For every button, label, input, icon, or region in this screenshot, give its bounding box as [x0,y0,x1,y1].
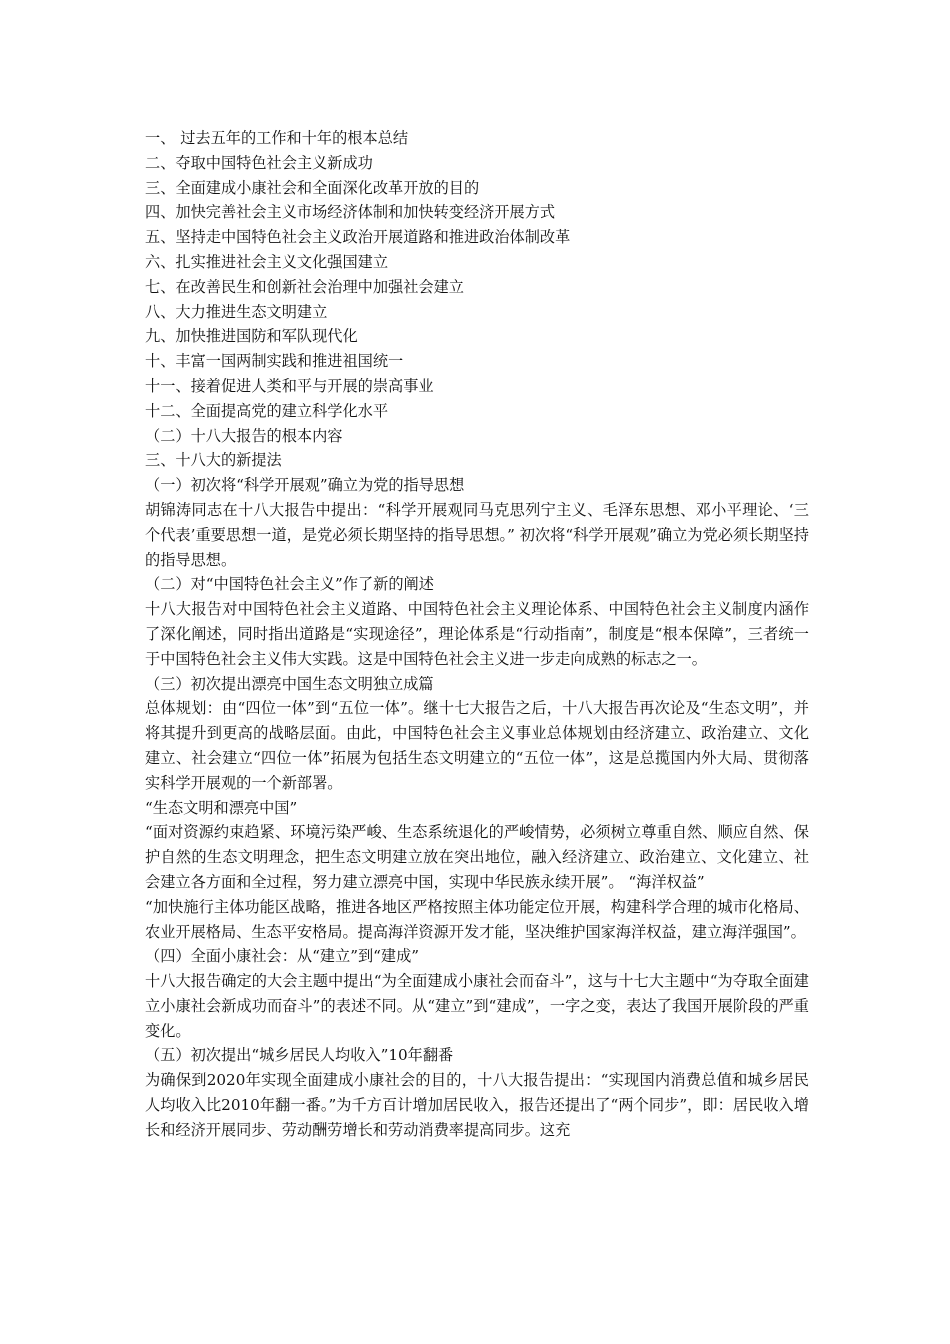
toc-item-6: 六、扎实推进社会主义文化强国建立 [145,252,388,271]
subsection-body-2: 十八大报告对中国特色社会主义道路、中国特色社会主义理论体系、中国特色社会主义制度内涵作了深化阐述，同时指出道路是“实现途径”，理论体系是“行动指南”，制度是“根本保障”，三者统一于中国特色社会主义伟大实践。这是中国特色社会主义进一步走向成熟的标志之一。 [145,600,809,668]
subsection-body-5: 为确保到2020年实现全面建成小康社会的目的，十八大报告提出：“实现国内消费总值和城乡居民人均收入比2010年翻一番。”为千方百计增加居民收入，报告还提出了“两个同步”，即：居民收入增长和经济开展同步、劳动酬劳增长和劳动消费率提高同步。这充 [145,1071,809,1139]
quote-ocean: “加快施行主体功能区战略，推进各地区严格按照主体功能定位开展，构建科学合理的城市化格局、农业开展格局、生态平安格局。提高海洋资源开发才能，坚决维护国家海洋权益，建立海洋强国”。 [145,897,809,941]
toc-item-7: 七、在改善民生和创新社会治理中加强社会建立 [145,277,464,296]
toc-item-12: 十二、全面提高党的建立科学化水平 [145,401,388,420]
subsection-title-3: （三）初次提出漂亮中国生态文明独立成篇 [145,674,434,693]
toc-item-10: 十、丰富一国两制实践和推进祖国统一 [145,352,404,371]
toc-item-9: 九、加快推进国防和军队现代化 [145,327,358,346]
toc-item-11: 十一、接着促进人类和平与开展的崇高事业 [145,376,434,395]
section-heading-basic-content: （二）十八大报告的根本内容 [145,426,343,445]
subsection-body-1: 胡锦涛同志在十八大报告中提出：“科学开展观同马克思列宁主义、毛泽东思想、邓小平理论、‘三个代表’重要思想一道，是党必须长期坚持的指导思想。” 初次将“科学开展观”确立为党必须长期坚持的指导思想。 [145,500,809,569]
toc-item-8: 八、大力推进生态文明建立 [145,302,328,321]
toc-item-3: 三、全面建成小康社会和全面深化改革开放的目的 [145,178,480,197]
subsection-title-5: （五）初次提出“城乡居民人均收入”10年翻番 [145,1046,454,1065]
section-heading-new-terms: 三、十八大的新提法 [145,451,282,470]
document-page [145,126,809,1143]
toc-item-4: 四、加快完善社会主义市场经济体制和加快转变经济开展方式 [145,203,556,222]
subsection-body-4: 十八大报告确定的大会主题中提出“为全面建成小康社会而奋斗”，这与十七大主题中“为夺取全面建立小康社会新成功而奋斗”的表述不同。从“建立”到“建成”，一字之变，表达了我国开展阶段的严重变化。 [145,972,809,1040]
quote-ecology: “面对资源约束趋紧、环境污染严峻、生态系统退化的严峻情势，必须树立尊重自然、顺应自然、保护自然的生态文明理念，把生态文明建立放在突出地位，融入经济建立、政治建立、文化建立、社会建立各方面和全过程，努力建立漂亮中国，实现中华民族永续开展”。 “海洋权益” [145,823,809,891]
subsection-title-4: （四）全面小康社会：从“建立”到“建成” [145,947,420,966]
toc-item-5: 五、坚持走中国特色社会主义政治开展道路和推进政治体制改革 [145,228,571,247]
subsection-title-2: （二）对“中国特色社会主义”作了新的阐述 [145,575,434,594]
subsection-subtitle-ecology: “生态文明和漂亮中国” [145,798,298,817]
subsection-title-1: （一）初次将“科学开展观”确立为党的指导思想 [145,476,465,495]
toc-item-1: 一、 过去五年的工作和十年的根本总结 [145,129,409,147]
toc-item-2: 二、夺取中国特色社会主义新成功 [145,153,373,172]
subsection-body-3: 总体规划：由“四位一体”到“五位一体”。继十七大报告之后，十八大报告再次论及“生态文明”，并将其提升到更高的战略层面。由此，中国特色社会主义事业总体规划由经济建立、政治建立、文化建立、社会建立“四位一体”拓展为包括生态文明建立的“五位一体”，这是总揽国内外大局、贯彻落实科学开展观的一个新部署。 [145,699,809,792]
